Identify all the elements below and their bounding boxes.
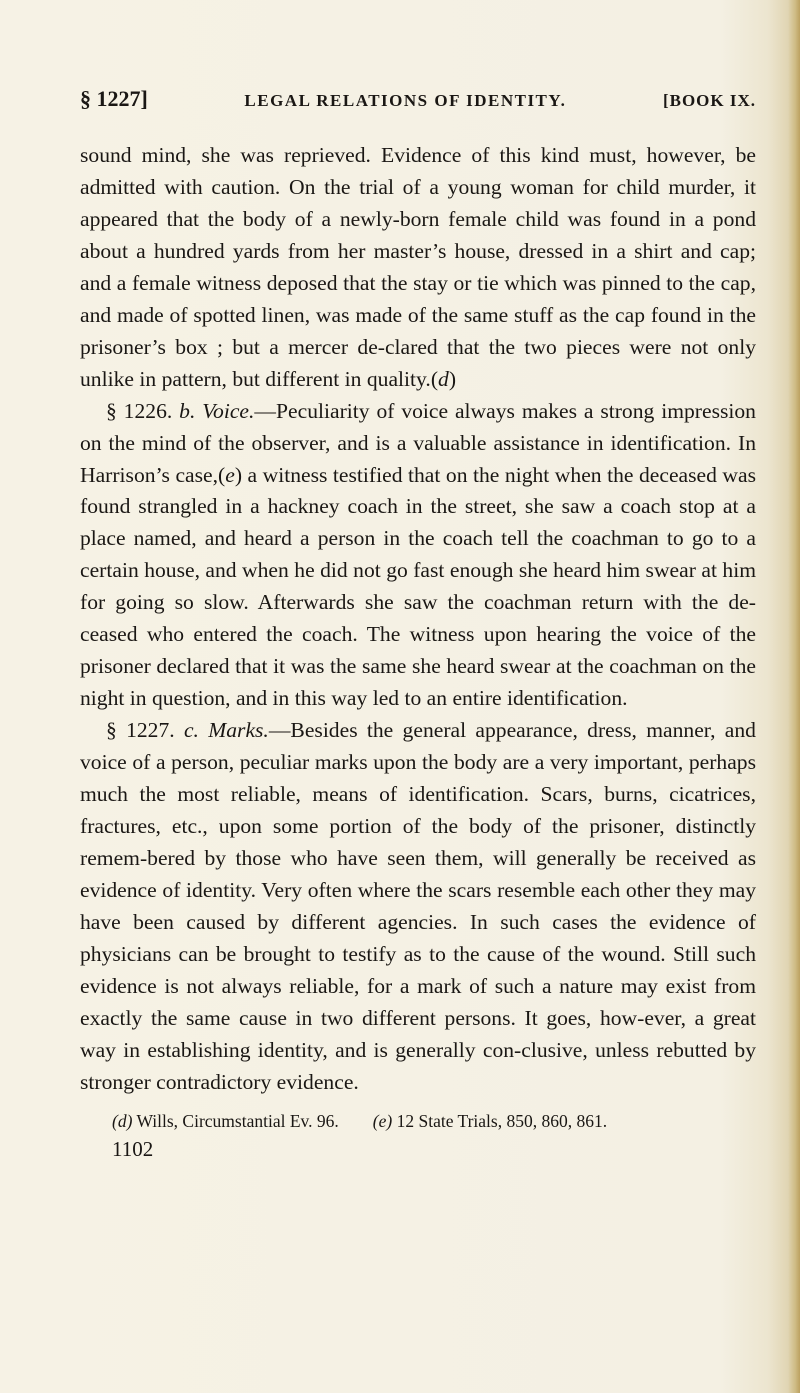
paragraph-text: § 1226. [106, 398, 180, 423]
italic-text: Voice. [202, 398, 255, 423]
footnote [112, 1111, 339, 1139]
paragraph-text: ) [448, 366, 457, 391]
italic-text: c. [183, 718, 199, 743]
italic-text: d [438, 366, 449, 391]
italic-text: Marks. [208, 718, 269, 743]
paragraph [80, 715, 756, 1098]
paragraph-text: § 1227. [106, 718, 184, 743]
running-head-title: LEGAL RELATIONS OF IDENTITY. [244, 91, 567, 110]
paragraph-text [199, 718, 208, 742]
footnote-text: 12 State Trials, 850, 860, 861. [392, 1111, 608, 1131]
footnote-mark: (e) [372, 1111, 393, 1131]
paragraph-text: ) a witness testified that on the night when the deceased was found strangled in a hackney coach in the street, she saw a coach stop at a place named, and heard a person in the coach tell the coachman to go to a certain house, and when he did not go fast enough she heard him swear at him for going so slow. Afterwards she saw the coachman return with the de-ceased who entered the coach. The witness upon hearing the voice of the prisoner declared that it was the same she heard swear at the coachman on the night in question, and in this way led to an entire identification. [80, 462, 756, 711]
italic-text: e [225, 462, 235, 487]
running-head-section: § 1227] [80, 86, 148, 111]
italic-text: b. [179, 398, 196, 423]
paragraph [80, 396, 756, 716]
paragraph-text: sound mind, she was reprieved. Evidence of this kind must, however, be admitted with caution. On the trial of a young woman for child murder, it appeared that the body of a newly-born female child was found in a pond about a hundred yards from her master’s house, dressed in a shirt and cap; and a female witness deposed that the stay or tie which was pinned to the cap, and made of spotted linen, was made of the same stuff as the cap found in the prisoner’s box ; but a mercer de-clared that the two pieces were not only unlike in pattern, but different in quality.( [80, 143, 756, 391]
running-head [80, 86, 756, 116]
running-head-book: [BOOK IX. [662, 91, 756, 110]
paragraph [80, 140, 756, 396]
body-text [80, 140, 756, 1099]
paragraph-text: —Peculiarity of voice always makes a strong impression on the mind of the observer, and is a valuable assistance in identification. In Harrison’s case,( [80, 398, 756, 487]
paragraph-text: —Besides the general appearance, dress, manner, and voice of a person, peculiar marks upon the body are a very important, perhaps much the most reliable, means of identification. Scars, burns, cicatrices, fractures, etc., upon some portion of the body of the prisoner, distinctly remem-bered by those who have seen them, will generally be received as evidence of identity. Very often where the scars resemble each other they may have been caused by different agencies. In such cases the evidence of physicians can be brought to testify as to the cause of the wound. Still such evidence is not always reliable, for a mark of such a nature may exist from exactly the same cause in two different persons. It goes, how-ever, a great way in establishing identity, and is generally con-clusive, unless rebutted by stronger contradictory evidence. [80, 718, 756, 1094]
page-edge [788, 0, 800, 1393]
page-number: 1102 [112, 1137, 154, 1161]
footnotes [112, 1111, 772, 1139]
footnote [373, 1111, 607, 1139]
footnote-text: Wills, Circumstantial Ev. 96. [132, 1111, 339, 1131]
footnote-mark: (d) [112, 1111, 133, 1131]
